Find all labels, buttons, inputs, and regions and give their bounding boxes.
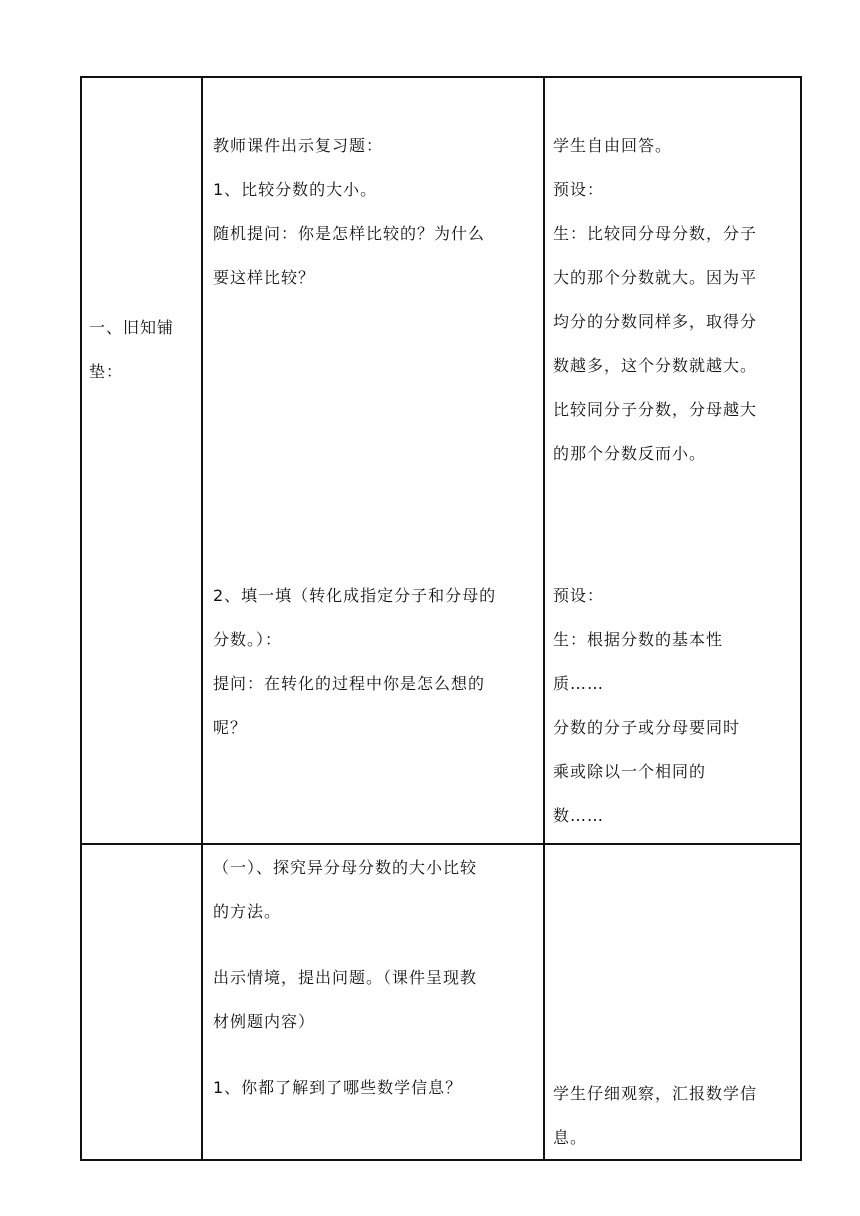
text-line: 的那个分数反而小。 [553,444,707,463]
text-line: 要这样比较？ [213,268,316,287]
text-line: 学生自由回答。 [553,136,673,155]
text-line: 提问：在转化的过程中你是怎么想的 [213,674,486,693]
teacher-activity-question [213,1066,535,1110]
table-border-left [80,76,82,1161]
text-line: 质…… [553,674,605,693]
student-activity-fill [553,574,795,838]
text-line: 教师课件出示复习题： [213,136,384,155]
text-line: 的方法。 [213,902,282,921]
section-label-line: 垫： [89,362,124,381]
teacher-activity-fill [213,574,535,750]
text-line: 生：比较同分母分数，分子 [553,224,758,243]
student-activity-review [553,124,795,476]
text-line: 比较同分子分数，分母越大 [553,400,758,419]
text-line: 数越多，这个分数就越大。 [553,356,758,375]
text-line: （一）、探究异分母分数的大小比较 [213,858,478,877]
teacher-activity-review [213,124,535,300]
table-border-right [800,76,802,1161]
student-activity-observe [553,1072,795,1160]
text-line: 均分的分数同样多，取得分 [553,312,758,331]
text-line: 学生仔细观察，汇报数学信 [553,1084,758,1103]
text-line: 随机提问：你是怎样比较的？为什么 [213,224,486,243]
section-label-cell [89,306,197,394]
text-line: 预设： [553,180,605,199]
text-line: 大的那个分数就大。因为平 [553,268,758,287]
text-line: 数…… [553,806,605,825]
teacher-activity-explore [213,846,535,934]
text-line: 2、填一填（转化成指定分子和分母的 [213,586,497,605]
text-line: 1、你都了解到了哪些数学信息？ [213,1078,463,1097]
teacher-activity-situation [213,956,535,1044]
text-line: 呢？ [213,718,248,737]
text-line: 预设： [553,586,605,605]
text-line: 生：根据分数的基本性 [553,630,724,649]
text-line: 1、比较分数的大小。 [213,180,378,199]
text-line: 材例题内容） [213,1012,316,1031]
text-line: 出示情境，提出问题。（课件呈现教 [213,968,478,987]
column-divider-1 [201,76,203,1161]
table-border-top [80,76,802,78]
text-line: 乘或除以一个相同的 [553,762,707,781]
text-line: 分数。）： [213,630,283,649]
text-line: 分数的分子或分母要同时 [553,718,741,737]
column-divider-2 [543,76,545,1161]
section-label-line: 一、旧知铺 [89,318,175,337]
row-divider [80,843,802,845]
lesson-table [80,76,802,1161]
text-line: 息。 [553,1128,588,1147]
